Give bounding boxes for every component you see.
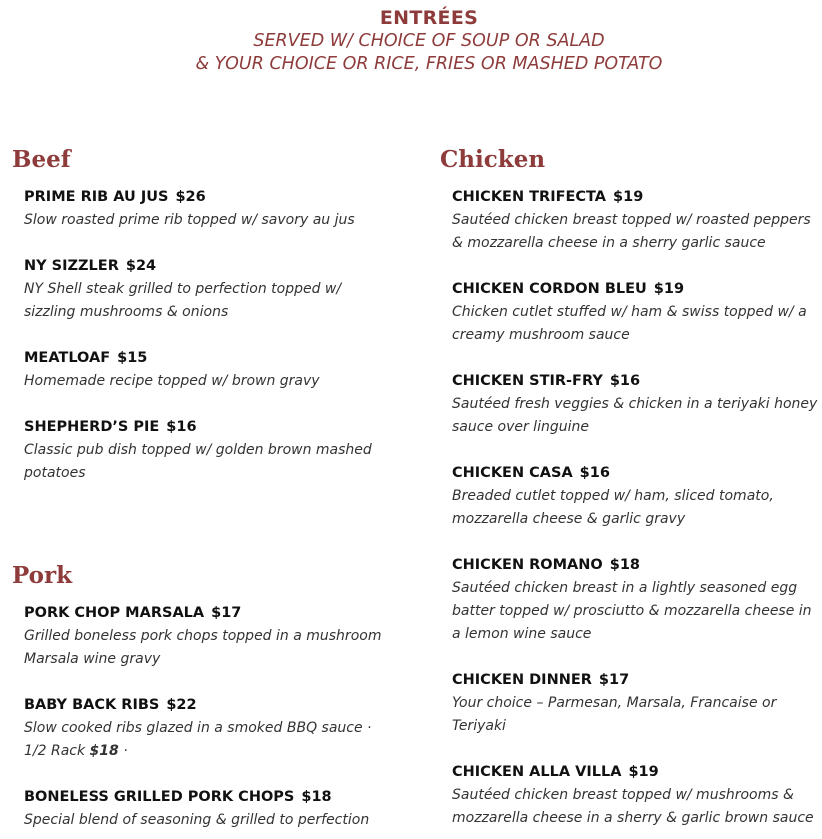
item-price: $19	[613, 189, 644, 205]
item-price: $16	[166, 419, 197, 435]
item-name: CHICKEN CORDON BLEU	[452, 281, 647, 297]
item-price: $16	[579, 465, 610, 481]
item-name: CHICKEN DINNER	[452, 672, 592, 688]
item-name: BONELESS GRILLED PORK CHOPS	[24, 789, 295, 805]
beef-section	[12, 146, 412, 174]
item-description: Your choice – Parmesan, Marsala, Francaise or Teriyaki	[452, 695, 777, 734]
item-price: $17	[598, 672, 630, 688]
item-description: Sautéed chicken breast topped w/ roasted peppers & mozzarella cheese in a sherry garlic sauce	[452, 212, 811, 251]
item-name: BABY BACK RIBS	[24, 697, 160, 713]
category-heading-pork: Pork	[12, 562, 73, 589]
item-description: Breaded cutlet topped w/ ham, sliced tomato, mozzarella cheese & garlic gravy	[452, 488, 774, 527]
item-name-line	[24, 786, 412, 809]
section-subtitle-line-2: & YOUR CHOICE OR RICE, FRIES OR MASHED POTATO	[195, 54, 663, 74]
item-name-line	[452, 669, 785, 692]
item-name-line	[452, 554, 822, 577]
item-price: $18	[301, 789, 332, 805]
section-subtitle-line-1: SERVED W/ CHOICE OF SOUP OR SALAD	[253, 31, 605, 51]
chicken-section	[440, 146, 822, 174]
menu-item	[12, 786, 412, 832]
item-name-line	[452, 278, 822, 301]
menu-header	[0, 6, 822, 76]
half-rack-price: $18	[89, 743, 119, 759]
item-description: Sautéed chicken breast topped w/ mushrooms & mozzarella cheese in a sherry & garlic brown sauce	[452, 787, 814, 826]
item-description: Sautéed chicken breast in a lightly seasoned egg batter topped w/ prosciutto & mozzarella cheese in a lemon wine sauce	[452, 580, 812, 642]
item-name: CHICKEN ROMANO	[452, 557, 603, 573]
item-price: $22	[166, 697, 197, 713]
menu-item	[12, 347, 412, 393]
item-price: $15	[117, 350, 148, 366]
item-description: Sautéed fresh veggies & chicken in a teriyaki honey sauce over linguine	[452, 396, 818, 435]
item-price: $19	[628, 764, 659, 780]
menu-item	[440, 462, 780, 531]
item-description: NY Shell steak grilled to perfection topped w/ sizzling mushrooms & onions	[24, 281, 342, 320]
item-price: $24	[125, 258, 157, 274]
item-description: Slow roasted prime rib topped w/ savory au jus	[24, 212, 355, 228]
menu-item	[440, 186, 822, 255]
menu-item	[440, 761, 822, 830]
menu-item	[440, 370, 822, 439]
half-rack-label: 1/2 Rack	[24, 743, 86, 759]
item-description: Classic pub dish topped w/ golden brown mashed potatoes	[24, 442, 372, 481]
item-name-line	[24, 602, 402, 625]
item-name-line	[452, 370, 822, 393]
item-name-line	[452, 761, 822, 784]
section-title: ENTRÉES	[379, 7, 479, 29]
category-heading-chicken: Chicken	[440, 146, 546, 173]
item-name: CHICKEN ALLA VILLA	[452, 764, 622, 780]
item-name: PRIME RIB AU JUS	[24, 189, 169, 205]
item-price: $18	[609, 557, 641, 573]
menu-item	[440, 278, 822, 347]
item-description: Grilled boneless pork chops topped in a mushroom Marsala wine gravy	[24, 628, 382, 667]
item-description: Special blend of seasoning & grilled to perfection	[24, 812, 370, 828]
category-heading-beef: Beef	[12, 146, 71, 173]
item-description: Chicken cutlet stuffed w/ ham & swiss topped w/ a creamy mushroom sauce	[452, 304, 807, 343]
item-name: CHICKEN CASA	[452, 465, 573, 481]
item-description-line-2	[24, 740, 412, 763]
item-name: NY SIZZLER	[24, 258, 119, 274]
item-description: Slow cooked ribs glazed in a smoked BBQ sauce ·	[24, 720, 372, 736]
item-description: Homemade recipe topped w/ brown gravy	[24, 373, 320, 389]
item-name: PORK CHOP MARSALA	[24, 605, 205, 621]
item-name: CHICKEN STIR-FRY	[452, 373, 603, 389]
item-name-line	[24, 255, 362, 278]
item-name: MEATLOAF	[24, 350, 111, 366]
menu-item	[12, 694, 412, 763]
menu-item	[440, 554, 822, 646]
item-name: SHEPHERD’S PIE	[24, 419, 160, 435]
menu-item	[12, 416, 392, 485]
separator-dot: ·	[123, 743, 128, 759]
item-price: $26	[175, 189, 206, 205]
pork-section	[12, 562, 412, 590]
item-price: $17	[211, 605, 242, 621]
menu-item	[440, 669, 785, 738]
item-price: $16	[609, 373, 641, 389]
item-name-line	[452, 462, 780, 485]
item-price: $19	[653, 281, 685, 297]
item-name-line	[452, 186, 822, 209]
item-name-line	[24, 694, 412, 717]
item-name: CHICKEN TRIFECTA	[452, 189, 607, 205]
item-name-line	[24, 416, 392, 439]
menu-item	[12, 255, 362, 324]
menu-item	[12, 186, 412, 232]
item-name-line	[24, 347, 412, 370]
item-name-line	[24, 186, 412, 209]
menu-item	[12, 602, 402, 671]
